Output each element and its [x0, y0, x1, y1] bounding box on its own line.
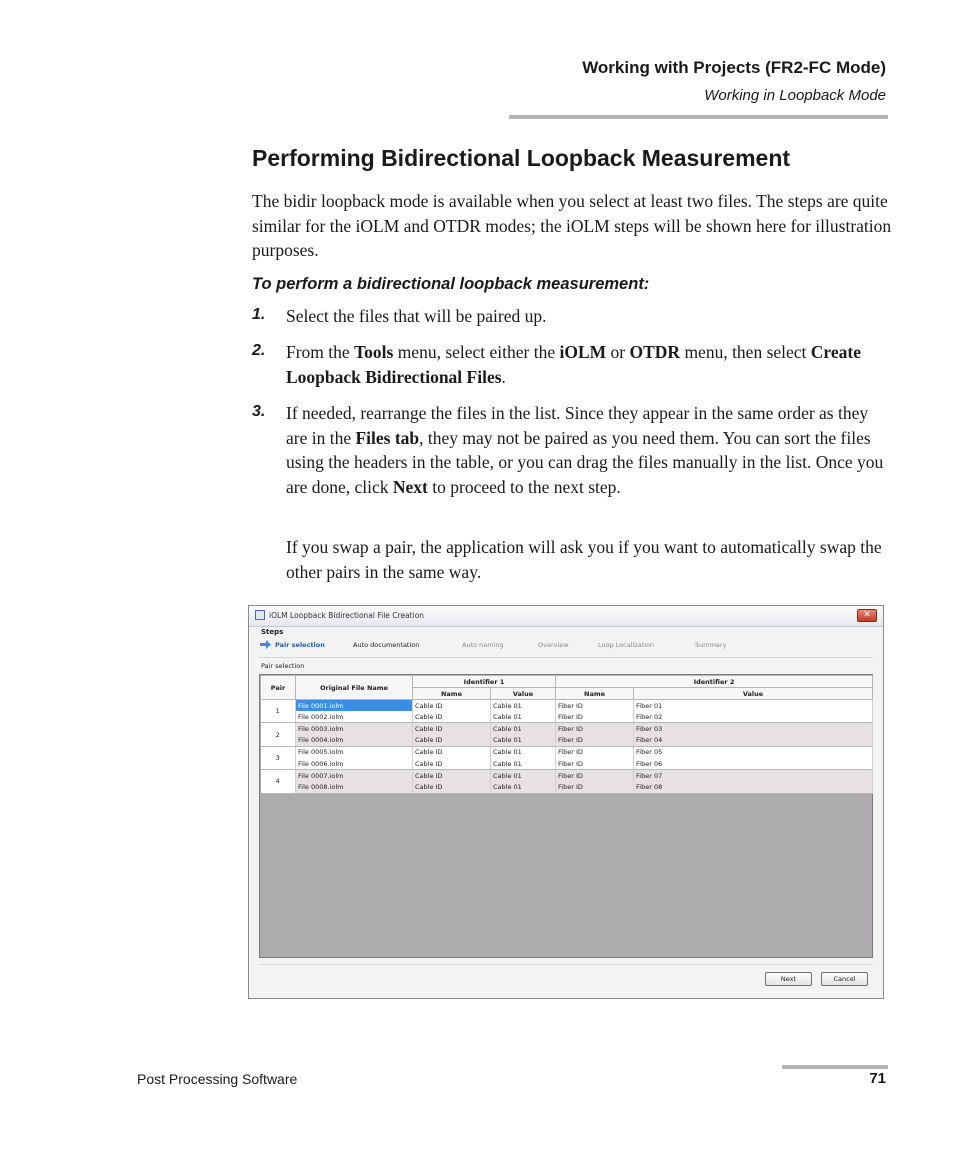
file-name-cell[interactable]: File 0001.iolm — [296, 700, 413, 712]
step-text-run: From the — [286, 342, 355, 362]
separator — [259, 657, 873, 658]
identifier-value-cell[interactable]: Fiber 03 — [634, 723, 873, 735]
step-text-run: to proceed to the next step. — [427, 476, 621, 497]
identifier-name-cell[interactable]: Fiber ID — [556, 746, 634, 758]
table-row[interactable] — [261, 700, 873, 712]
identifier-name-cell[interactable]: Cable ID — [413, 735, 491, 747]
column-header-identifier-2[interactable]: Identifier 2 — [556, 676, 873, 688]
column-header-pair[interactable]: Pair — [261, 676, 296, 700]
footer-product-name: Post Processing Software — [137, 1071, 298, 1087]
identifier-value-cell[interactable]: Fiber 08 — [634, 781, 873, 793]
file-name-cell[interactable]: File 0006.iolm — [296, 758, 413, 770]
ui-term: Create Loopback Bidirectional Files — [286, 342, 861, 387]
file-name-cell[interactable]: File 0007.iolm — [296, 770, 413, 782]
wizard-step-auto-naming[interactable]: Auto naming — [462, 641, 504, 649]
step-text-run: menu, select either the — [393, 342, 560, 362]
column-header-identifier-1[interactable]: Identifier 1 — [413, 676, 556, 688]
identifier-value-cell[interactable]: Cable 01 — [491, 700, 556, 712]
identifier-value-cell[interactable]: Fiber 01 — [634, 700, 873, 712]
identifier-value-cell[interactable]: Fiber 07 — [634, 770, 873, 782]
identifier-name-cell[interactable]: Fiber ID — [556, 770, 634, 782]
file-name-cell[interactable]: File 0002.iolm — [296, 711, 413, 723]
pair-table — [260, 675, 873, 794]
step-text-run: . — [501, 366, 506, 387]
column-header-value[interactable]: Value — [491, 688, 556, 700]
wizard-step-overview[interactable]: Overview — [538, 641, 569, 649]
page-number: 71 — [869, 1070, 886, 1087]
table-row[interactable] — [261, 723, 873, 735]
step-text — [286, 304, 886, 329]
file-name-cell[interactable]: File 0005.iolm — [296, 746, 413, 758]
identifier-value-cell[interactable]: Cable 01 — [491, 735, 556, 747]
pair-number: 2 — [261, 723, 296, 746]
table-row[interactable] — [261, 711, 873, 723]
next-button[interactable]: Next — [765, 972, 812, 986]
pair-selection-label: Pair selection — [261, 662, 305, 670]
pair-table-area — [259, 674, 873, 958]
step-text-run: Select the files that will be paired up. — [286, 306, 547, 326]
section-heading: Performing Bidirectional Loopback Measurement — [252, 145, 791, 171]
step-number: 2. — [252, 342, 266, 359]
file-name-cell[interactable]: File 0004.iolm — [296, 735, 413, 747]
identifier-name-cell[interactable]: Fiber ID — [556, 700, 634, 712]
dialog-titlebar — [249, 606, 883, 627]
wizard-step-summary[interactable]: Summary — [695, 641, 727, 649]
table-row[interactable] — [261, 781, 873, 793]
table-row[interactable] — [261, 735, 873, 747]
step-number: 3. — [252, 403, 266, 420]
identifier-name-cell[interactable]: Cable ID — [413, 700, 491, 712]
identifier-name-cell[interactable]: Cable ID — [413, 723, 491, 735]
wizard-step-auto-documentation[interactable]: Auto documentation — [353, 641, 420, 649]
identifier-name-cell[interactable]: Cable ID — [413, 746, 491, 758]
procedure-title: To perform a bidirectional loopback measurement: — [252, 275, 650, 293]
app-icon — [255, 610, 265, 620]
identifier-name-cell[interactable]: Fiber ID — [556, 723, 634, 735]
arrow-right-icon — [260, 640, 271, 649]
column-header-name[interactable]: Name — [413, 688, 491, 700]
ui-term: Tools — [354, 342, 394, 362]
identifier-name-cell[interactable]: Fiber ID — [556, 781, 634, 793]
ui-term: iOLM — [559, 342, 607, 362]
running-header-title: Working with Projects (FR2-FC Mode) — [582, 58, 886, 77]
step-text-run: or — [606, 342, 630, 362]
identifier-name-cell[interactable]: Fiber ID — [556, 735, 634, 747]
file-name-cell[interactable]: File 0008.iolm — [296, 781, 413, 793]
file-name-cell[interactable]: File 0003.iolm — [296, 723, 413, 735]
identifier-name-cell[interactable]: Cable ID — [413, 711, 491, 723]
cancel-button[interactable]: Cancel — [821, 972, 868, 986]
column-header-value[interactable]: Value — [634, 688, 873, 700]
step-text — [286, 340, 886, 389]
pair-number: 4 — [261, 770, 296, 793]
identifier-value-cell[interactable]: Cable 01 — [491, 723, 556, 735]
identifier-value-cell[interactable]: Fiber 02 — [634, 711, 873, 723]
steps-label: Steps — [261, 628, 284, 636]
loopback-dialog — [248, 605, 884, 999]
separator — [259, 964, 873, 965]
identifier-value-cell[interactable]: Cable 01 — [491, 770, 556, 782]
step-text — [286, 401, 886, 499]
pair-number: 1 — [261, 700, 296, 723]
header-rule — [509, 115, 888, 119]
identifier-name-cell[interactable]: Fiber ID — [556, 758, 634, 770]
running-header-subtitle: Working in Loopback Mode — [704, 87, 886, 104]
ui-term: Next — [392, 476, 428, 497]
close-button[interactable]: ✕ — [857, 609, 877, 622]
step-note: If you swap a pair, the application will ask you if you want to automatically swap the other pairs in the same way. — [286, 537, 882, 582]
identifier-value-cell[interactable]: Cable 01 — [491, 758, 556, 770]
step-text-run: , they may not be paired as you need them. You can sort the files using the headers in the table, or you can drag the files manually in the list. Once you are done, click — [286, 427, 884, 497]
identifier-value-cell[interactable]: Fiber 06 — [634, 758, 873, 770]
table-row[interactable] — [261, 746, 873, 758]
step-text-run: menu, then select — [680, 342, 811, 362]
identifier-value-cell[interactable]: Cable 01 — [491, 711, 556, 723]
dialog-title: iOLM Loopback Bidirectional File Creation — [269, 611, 425, 620]
intro-paragraph: The bidir loopback mode is available when you select at least two files. The steps are quite similar for the iOLM and OTDR modes; the iOLM steps will be shown here for illustration purposes. — [252, 191, 892, 260]
wizard-step-pair-selection[interactable]: Pair selection — [275, 641, 325, 649]
identifier-name-cell[interactable]: Cable ID — [413, 781, 491, 793]
identifier-value-cell[interactable]: Fiber 04 — [634, 735, 873, 747]
pair-number: 3 — [261, 746, 296, 769]
step-text-run: If needed, rearrange the files in the list. Since they appear in the same order as they are in the — [286, 403, 869, 448]
step-number: 1. — [252, 306, 266, 323]
identifier-name-cell[interactable]: Cable ID — [413, 758, 491, 770]
wizard-step-loop-localization[interactable]: Loop Localization — [598, 641, 655, 649]
column-header-original-file-name[interactable]: Original File Name — [296, 676, 413, 700]
column-header-name[interactable]: Name — [556, 688, 634, 700]
identifier-name-cell[interactable]: Fiber ID — [556, 711, 634, 723]
ui-term: Files tab — [355, 427, 420, 448]
ui-term: OTDR — [629, 342, 681, 362]
identifier-value-cell[interactable]: Cable 01 — [491, 746, 556, 758]
identifier-value-cell[interactable]: Fiber 05 — [634, 746, 873, 758]
identifier-name-cell[interactable]: Cable ID — [413, 770, 491, 782]
table-row[interactable] — [261, 758, 873, 770]
footer-rule — [782, 1065, 888, 1069]
table-row[interactable] — [261, 770, 873, 782]
identifier-value-cell[interactable]: Cable 01 — [491, 781, 556, 793]
